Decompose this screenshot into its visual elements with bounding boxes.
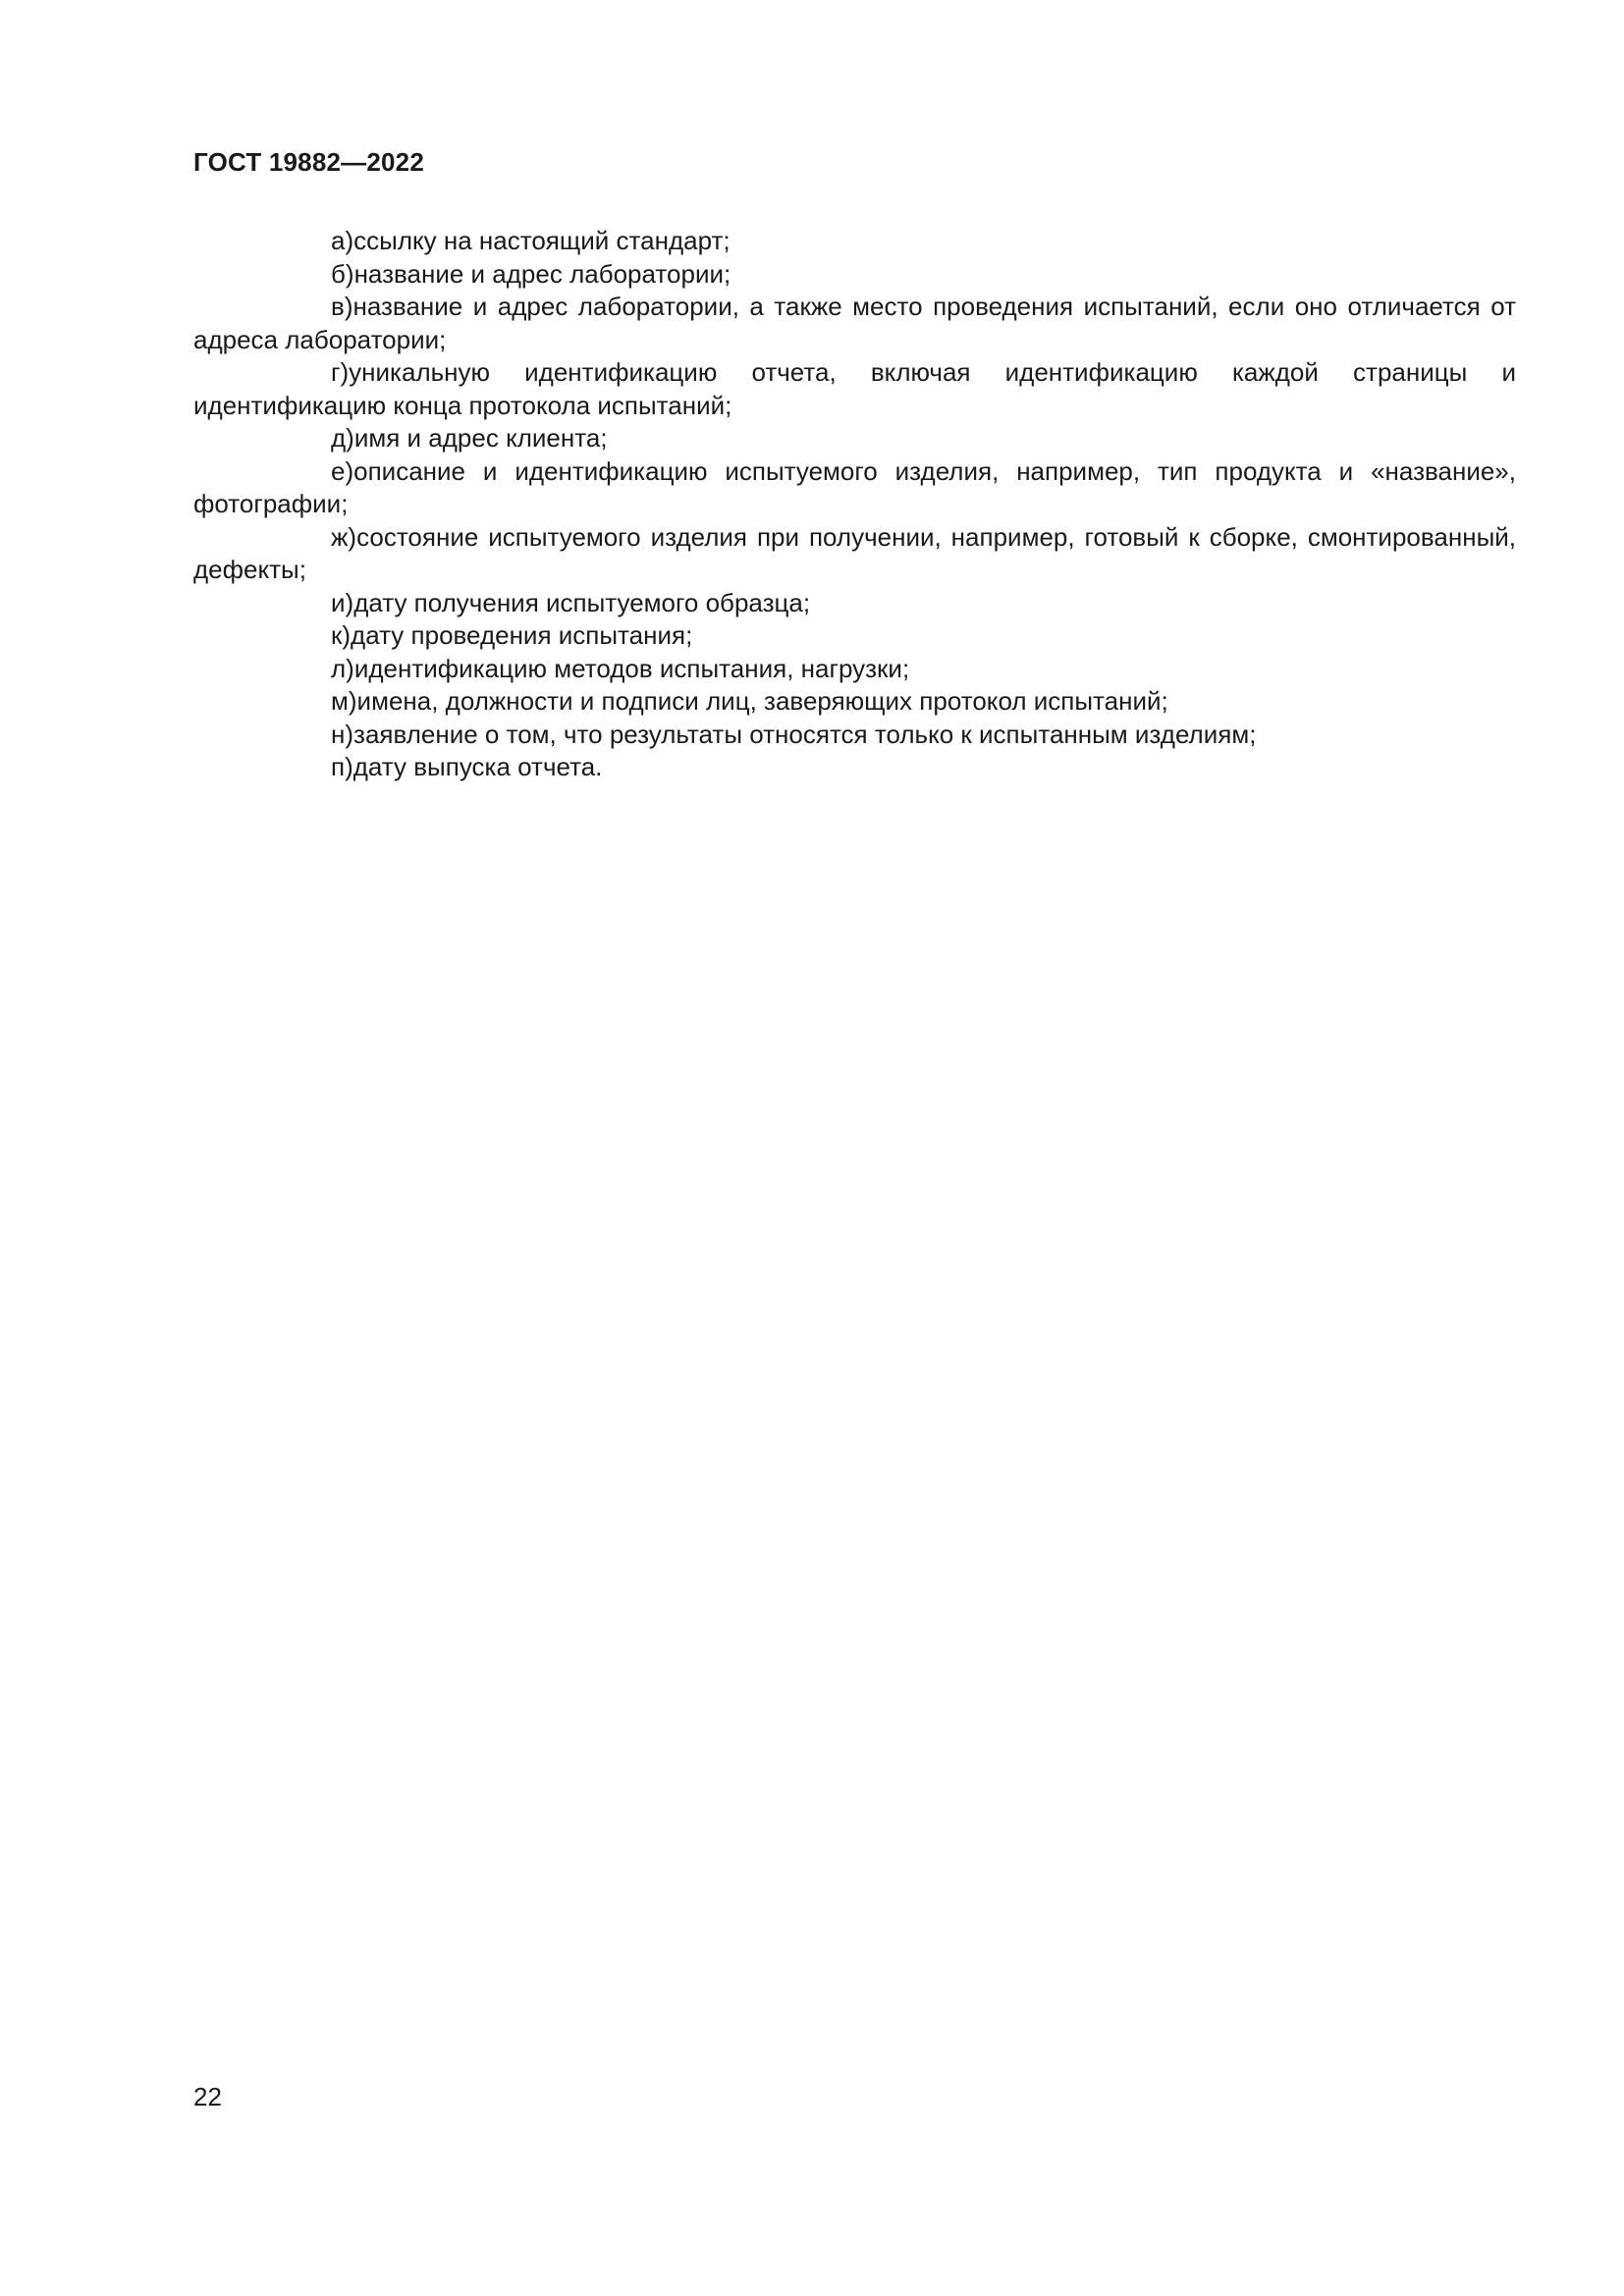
list-item-text: имя и адрес клиента; [353, 423, 608, 453]
list-item-marker: ж) [331, 521, 357, 552]
list-item [193, 619, 1516, 653]
list-item-marker: л) [331, 653, 354, 683]
list-item-marker: п) [331, 752, 353, 781]
list-item-text: заявление о том, что результаты относятся только к испытанным изделиям; [353, 719, 1257, 749]
list-item-marker: б) [331, 258, 354, 289]
list-item-marker: н) [331, 719, 354, 749]
list-item [193, 291, 1516, 356]
list-item-text: ссылку на настоящий стандарт; [353, 226, 731, 255]
requirements-list [193, 225, 1516, 784]
document-header: ГОСТ 19882—2022 [193, 147, 424, 177]
list-item-marker: и) [331, 587, 354, 617]
list-item-text: состояние испытуемого изделия при получении, например, готовый к сборке, смонтированный, дефекты; [193, 521, 1516, 584]
list-item-marker: а) [331, 226, 354, 255]
list-item-marker: в) [331, 292, 353, 321]
list-item [193, 422, 1516, 455]
list-item-marker: е) [331, 455, 354, 486]
list-item-text: название и адрес лаборатории, а также место проведения испытаний, если оно отличается от адреса лаборатории; [193, 292, 1516, 354]
list-item [193, 719, 1516, 752]
list-item [193, 653, 1516, 686]
list-item-text: имена, должности и подписи лиц, заверяющих протокол испытаний; [356, 686, 1168, 716]
list-item-text: дату выпуска отчета. [352, 752, 603, 781]
list-item [193, 356, 1516, 422]
list-item-marker: к) [331, 620, 352, 650]
list-item [193, 521, 1516, 587]
list-item-text: описание и идентификацию испытуемого изделия, например, тип продукта и «название», фотографии; [193, 455, 1516, 518]
list-item-text: название и адрес лаборатории; [353, 258, 731, 289]
page-number: 22 [193, 2082, 222, 2111]
list-item [193, 751, 1516, 784]
list-item [193, 225, 1516, 258]
list-item-marker: м) [331, 686, 357, 716]
list-item [193, 587, 1516, 620]
list-item [193, 258, 1516, 292]
list-item-marker: д) [331, 423, 354, 453]
list-item [193, 455, 1516, 521]
list-item-text: идентификацию методов испытания, нагрузки; [353, 653, 910, 683]
list-item-text: дату проведения испытания; [351, 620, 693, 650]
list-item-text: уникальную идентификацию отчета, включая идентификацию каждой страницы и идентификацию конца протокола испытаний; [193, 357, 1516, 420]
list-item [193, 685, 1516, 719]
list-item-marker: г) [331, 357, 350, 387]
list-item-text: дату получения испытуемого образца; [353, 587, 811, 617]
